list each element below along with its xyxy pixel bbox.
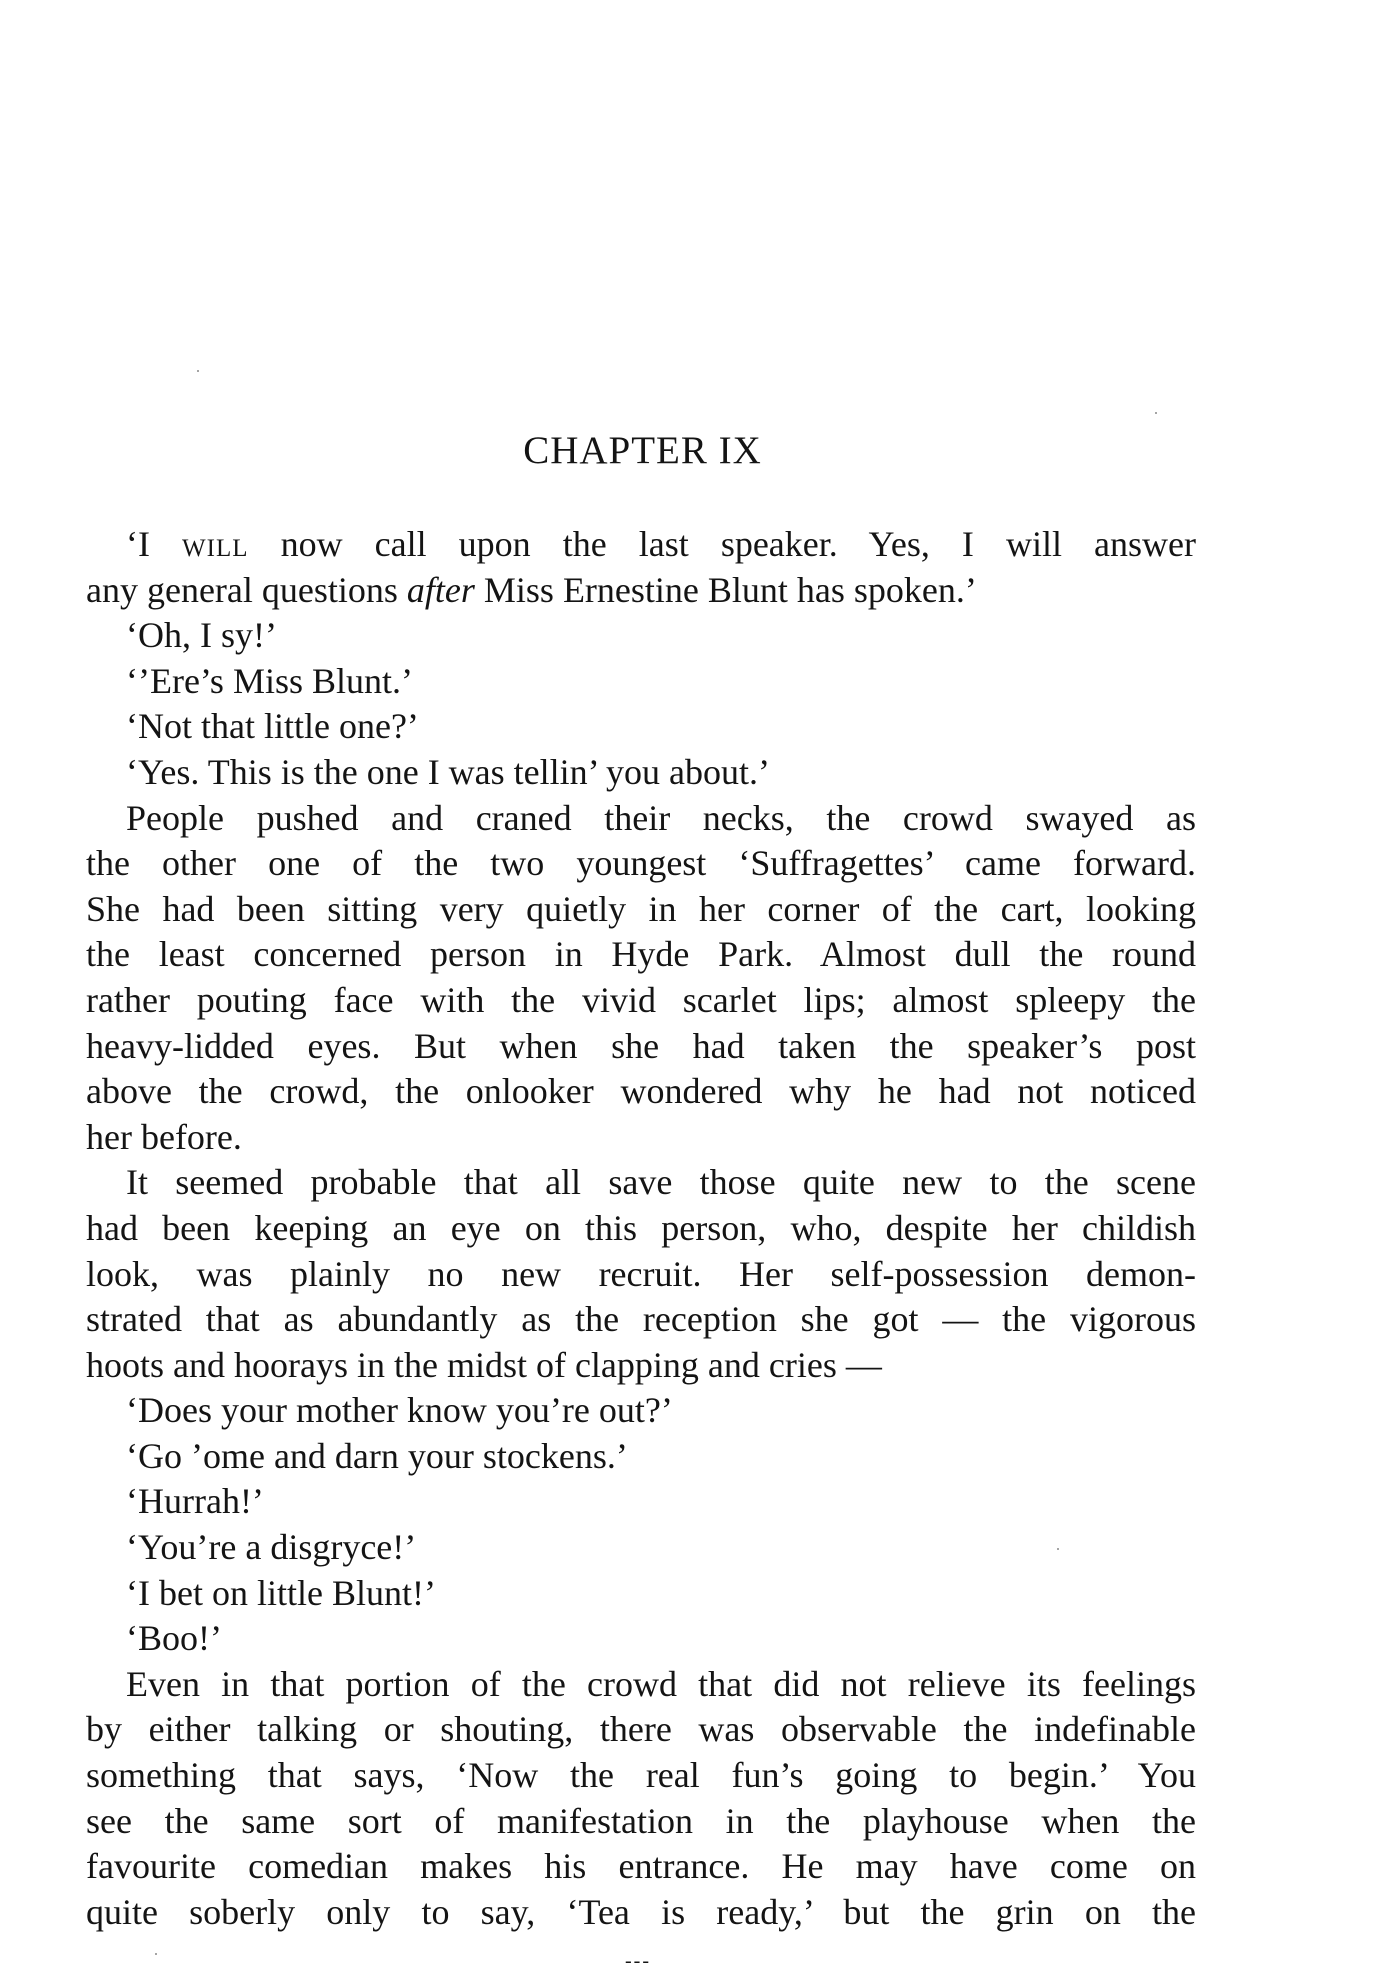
text-line [86, 613, 1196, 659]
text-segment: see the same sort of manifestation in the playhouse when the [86, 1800, 1196, 1841]
text-segment: ‘Boo!’ [126, 1618, 222, 1659]
text-segment: ‘I bet on little Blunt!’ [126, 1572, 436, 1613]
text-line [86, 887, 1196, 933]
paper-speck [197, 370, 199, 372]
text-segment: ‘Go ’ome and darn your stockens.’ [126, 1435, 628, 1476]
text-line [86, 568, 1196, 614]
text-line [86, 659, 1196, 705]
text-segment: the least concerned person in Hyde Park. Almost dull the round [86, 934, 1196, 975]
chapter-title: CHAPTER IX [523, 429, 762, 472]
text-line [86, 1707, 1196, 1753]
text-line [86, 704, 1196, 750]
text-line [86, 1525, 1196, 1571]
text-segment: She had been sitting very quietly in her corner of the cart, looking [86, 888, 1196, 929]
text-segment: quite soberly only to say, ‘Tea is ready,’ but the grin on the [86, 1891, 1196, 1932]
text-line [86, 522, 1196, 568]
text-segment: her before. [86, 1116, 242, 1157]
text-line [86, 1571, 1196, 1617]
text-segment: favourite comedian makes his entrance. He may have come on [86, 1846, 1196, 1887]
text-line [86, 841, 1196, 887]
text-segment: hoots and hoorays in the midst of clapping and cries — [86, 1344, 882, 1385]
text-line [86, 1434, 1196, 1480]
text-line [86, 932, 1196, 978]
text-line [86, 1069, 1196, 1115]
text-segment: had been keeping an eye on this person, who, despite her childish [86, 1207, 1196, 1248]
text-line [86, 796, 1196, 842]
text-segment: ‘Hurrah!’ [126, 1481, 264, 1522]
text-segment: rather pouting face with the vivid scarlet lips; almost spleepy the [86, 979, 1196, 1020]
text-segment: ‘’Ere’s Miss Blunt.’ [126, 660, 413, 701]
small-caps-word: will [182, 524, 249, 564]
text-segment: something that says, ‘Now the real fun’s going to begin.’ You [86, 1755, 1196, 1796]
text-line [86, 1024, 1196, 1070]
text-line [86, 1252, 1196, 1298]
text-line [86, 1616, 1196, 1662]
text-segment: ‘Oh, I sy!’ [126, 615, 277, 656]
text-segment: look, was plainly no new recruit. Her self-possession demon- [86, 1253, 1196, 1294]
text-segment: heavy-lidded eyes. But when she had taken the speaker’s post [86, 1025, 1196, 1066]
text-segment: ‘I [126, 524, 183, 564]
text-segment: ‘Does your mother know you’re out?’ [126, 1390, 673, 1431]
text-line [86, 1115, 1196, 1161]
text-segment: ‘Not that little one?’ [126, 706, 419, 747]
text-segment: above the crowd, the onlooker wondered why he had not noticed [86, 1071, 1196, 1112]
text-line [86, 1662, 1196, 1708]
paper-speck [155, 1953, 157, 1955]
text-line [86, 978, 1196, 1024]
text-segment: Miss Ernestine Blunt has spoken.’ [474, 569, 977, 610]
text-segment: It seemed probable that all save those quite new to the scene [126, 1162, 1196, 1203]
body-text [86, 522, 1196, 1935]
text-line [86, 1479, 1196, 1525]
text-line [86, 1343, 1196, 1389]
text-line [86, 1160, 1196, 1206]
italic-word: after [406, 569, 475, 610]
paper-speck [1155, 412, 1157, 414]
text-segment: the other one of the two youngest ‘Suffragettes’ came forward. [86, 843, 1196, 884]
text-segment: by either talking or shouting, there was observable the indefinable [86, 1709, 1196, 1750]
text-line [86, 1206, 1196, 1252]
text-line [86, 1753, 1196, 1799]
text-segment: ‘You’re a disgryce!’ [126, 1527, 417, 1568]
text-segment: People pushed and craned their necks, the crowd swayed as [126, 797, 1196, 838]
text-line [86, 1297, 1196, 1343]
text-segment: strated that as abundantly as the reception she got — the vigorous [86, 1299, 1196, 1340]
text-segment: any general questions [86, 569, 407, 610]
text-segment: Even in that portion of the crowd that did not relieve its feelings [126, 1663, 1196, 1704]
paper-speck [1057, 1548, 1059, 1550]
text-line [86, 1799, 1196, 1845]
text-segment: ‘Yes. This is the one I was tellin’ you about.’ [126, 751, 770, 792]
text-line [86, 1388, 1196, 1434]
text-segment: now call upon the last speaker. Yes, I will answer [248, 524, 1196, 564]
text-line [86, 750, 1196, 796]
page-folio: --- [625, 1950, 651, 1972]
text-line [86, 1890, 1196, 1936]
text-line [86, 1844, 1196, 1890]
